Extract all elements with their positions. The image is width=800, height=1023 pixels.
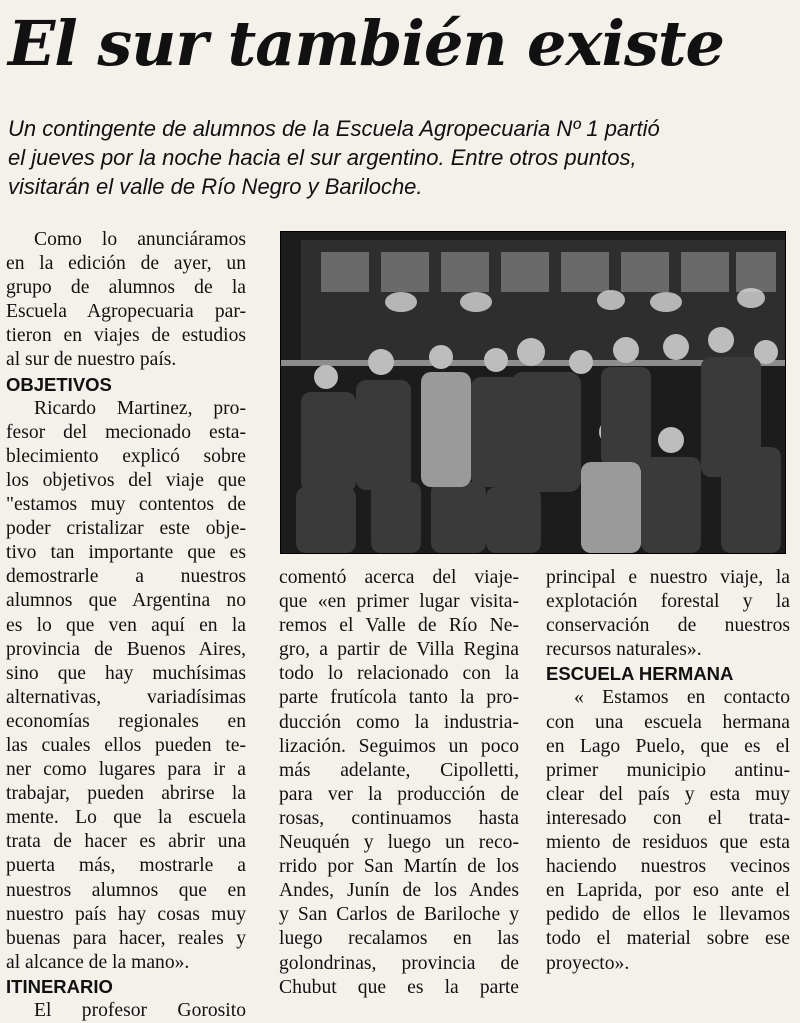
body-line: proyecto». (546, 952, 630, 974)
body-line: rrido por San Martín de los (279, 856, 519, 878)
body-line: comentó acerca del viaje- (279, 567, 519, 588)
body-line: miento de residuos que esta (546, 832, 790, 854)
body-line: Como lo anunciáramos (34, 229, 246, 250)
body-line: fesor del mecionado esta- (6, 421, 246, 443)
body-line: pedido de ellos le llevamos (546, 904, 790, 926)
body-line: provincia de Buenos Aires, (6, 638, 246, 660)
body-line: economías regionales en (6, 710, 246, 732)
body-line: lización. Seguimos un poco (279, 735, 519, 757)
body-line: nuestros alumnos que en (6, 879, 246, 901)
body-line: parte frutícola tanto la pro- (279, 687, 519, 709)
body-line: y San Carlos de Bariloche y (279, 904, 519, 926)
body-line: más adelante, Cipolletti, (279, 759, 519, 781)
body-line: para ver la producción de (279, 783, 519, 805)
body-line: Andes, Junín de los Andes (279, 880, 519, 902)
body-line: mente. Lo que la escuela (6, 807, 246, 829)
body-line: remos el Valle de Río Ne- (279, 615, 519, 637)
body-line: alumnos que Argentina no (6, 590, 246, 612)
body-line: luego recalamos en las (279, 928, 519, 950)
body-line: principal e nuestro viaje, la (546, 567, 790, 588)
body-line: que «en primer lugar visita- (279, 591, 519, 613)
lead-paragraph (8, 114, 798, 201)
body-line: gro, a partir de Villa Regina (279, 639, 519, 661)
body-line: las cuales ellos pueden te- (6, 734, 246, 756)
body-line: es lo que ven aquí en la (6, 614, 246, 636)
subhead-objetivos: OBJETIVOS (6, 373, 112, 395)
body-line: al sur de nuestro país. (6, 349, 177, 371)
body-line: sino que hay muchísimas (6, 662, 246, 684)
body-line: haciendo nuestros vecinos (546, 856, 790, 878)
body-line: todo lo relacionado con la (279, 663, 519, 685)
body-line: Escuela Agropecuaria par- (6, 301, 246, 323)
group-photo (280, 231, 786, 554)
body-line: al alcance de la mano». (6, 951, 190, 973)
subhead-escuela-hermana: ESCUELA HERMANA (546, 663, 734, 685)
lead-line: visitarán el valle de Río Negro y Bariloche. (8, 174, 423, 199)
body-line: blecimiento explicó sobre (6, 445, 246, 467)
body-line: "estamos muy contentos de (6, 494, 246, 516)
subhead-itinerario: ITINERARIO (6, 975, 113, 997)
body-line: recursos naturales». (546, 639, 702, 661)
body-line: Neuquén y luego un reco- (279, 832, 519, 854)
body-line: golondrinas, provincia de (279, 952, 519, 974)
body-line: explotación forestal y la (546, 591, 790, 613)
body-line: nuestro país hay cosas muy (6, 903, 246, 925)
body-line: en Lago Puelo, que es el (546, 735, 790, 757)
body-line: con una escuela hermana (546, 711, 790, 733)
group-photo-icon (281, 232, 785, 553)
body-line: puerta más, mostrarle a (6, 855, 246, 877)
body-line: tivo tan importante que es (6, 542, 246, 564)
column-3 (546, 566, 790, 976)
lead-line: Un contingente de alumnos de la Escuela Agropecuaria Nº 1 partió (8, 116, 660, 141)
body-line: clear del país y esta muy (546, 783, 790, 805)
body-line: interesado con el trata- (546, 807, 790, 829)
body-line: El profesor Gorosito (34, 1000, 246, 1021)
body-line: « Estamos en contacto (574, 687, 790, 709)
body-line: los objetivos del viaje que (6, 469, 246, 491)
body-line: poder cristalizar este obje- (6, 518, 246, 540)
body-line: primer municipio antinu- (546, 759, 790, 781)
body-line: ner como lugares para ir a (6, 759, 246, 781)
body-line: conservación de nuestros (546, 615, 790, 637)
body-line: Ricardo Martinez, pro- (34, 397, 246, 419)
column-1 (6, 228, 246, 1023)
column-2 (279, 566, 519, 1000)
headline: El sur también existe (8, 7, 725, 80)
body-line: ducción como la industria- (279, 711, 519, 733)
body-line: todo el material sobre ese (546, 928, 790, 950)
body-line: trabajar, pueden abrirse la (6, 783, 246, 805)
body-line: buenas para hacer, reales y (6, 927, 246, 949)
lead-line: el jueves por la noche hacia el sur argentino. Entre otros puntos, (8, 145, 637, 170)
body-line: trata de hacer es abrir una (6, 831, 246, 853)
body-line: Chubut que es la parte (279, 976, 519, 998)
body-line: grupo de alumnos de la (6, 277, 246, 299)
body-line: rosas, continuamos hasta (279, 807, 519, 829)
body-line: alternativas, variadísimas (6, 686, 246, 708)
body-line: en Laprida, por eso ante el (546, 880, 790, 902)
body-line: tieron en viajes de estudios (6, 325, 246, 347)
body-line: en la edición de ayer, un (6, 253, 246, 275)
body-line: demostrarle a nuestros (6, 566, 246, 588)
